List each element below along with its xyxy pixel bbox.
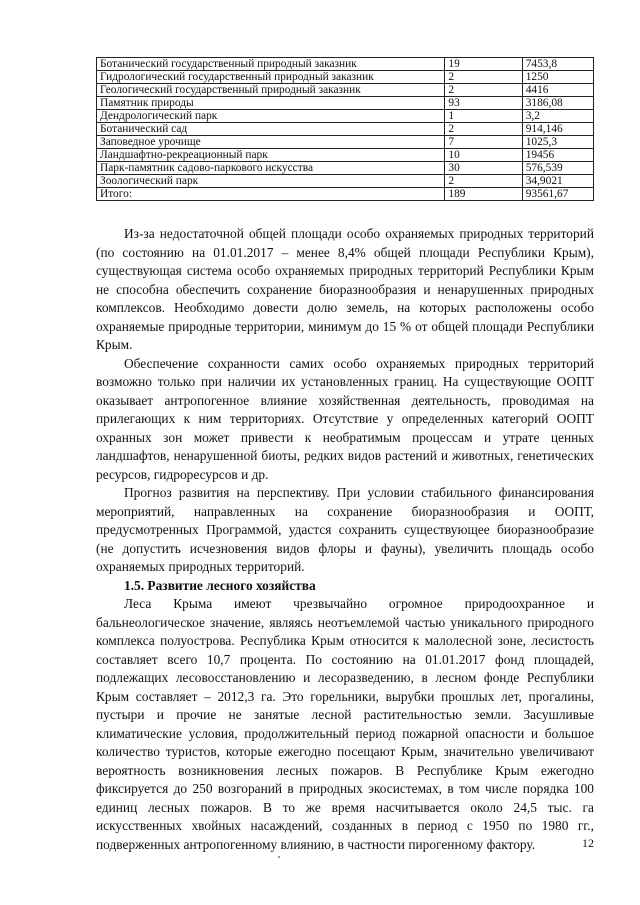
table-body bbox=[97, 58, 594, 201]
table-row bbox=[97, 84, 594, 97]
page-number: 12 bbox=[582, 836, 594, 850]
paragraph: Прогноз развития на перспективу. При условии стабильного финансирования мероприятий, направленных на сохранение биоразнообразия и ООПТ, предусмотренных Программой, удастся сохранить существующее биоразнообразие (не допустить исчезновения видов флоры и фауны), увеличить площадь особо охраняемых природных территорий. bbox=[96, 485, 594, 574]
table-cell-category: Дендрологический парк bbox=[97, 110, 445, 123]
table-row bbox=[97, 175, 594, 188]
table-cell-area: 576,539 bbox=[522, 162, 593, 175]
table-row bbox=[97, 110, 594, 123]
table-cell-area: 3186,08 bbox=[522, 97, 593, 110]
table-cell-count: 7 bbox=[445, 136, 522, 149]
table-cell-area: 1250 bbox=[522, 71, 593, 84]
body-text bbox=[96, 225, 594, 854]
table-row bbox=[97, 162, 594, 175]
table-cell-count: 1 bbox=[445, 110, 522, 123]
table-cell-count: 30 bbox=[445, 162, 522, 175]
paragraph: Леса Крыма имеют чрезвычайно огромное природоохранное и бальнеологическое значение, являясь неотъемлемой частью уникального природного комплекса полуострова. Республика Крым относится к малолесной зоне, лесистость составляет всего 10,7 процента. По состоянию на 01.01.2017 фонд площадей, подлежащих лесовосстановлению и лесоразведению, в лесном фонде Республики Крым составляет – 2012,3 га. Это горельники, вырубки прошлых лет, прогалины, пустыри и прочие не занятые лесной растительностью земли. Засушливые климатические условия, продолжительный период пожарной опасности и большое количество туристов, которые ежегодно посещают Крым, значительно увеличивают вероятность возникновения лесных пожаров. В Республике Крым ежегодно фиксируется до 250 возгораний в природных экосистемах, в том числе порядка 100 единиц лесных пожаров. В то же время насчитывается около 24,5 тыс. га искусственных хвойных насаждений, созданных в период с 1950 по 1980 гг., подверженных антропогенному влиянию, в частности пирогенному фактору. bbox=[96, 596, 594, 852]
table-cell-area: 93561,67 bbox=[522, 188, 593, 201]
table-cell-category: Памятник природы bbox=[97, 97, 445, 110]
table-cell-count: 19 bbox=[445, 58, 522, 71]
table-cell-area: 19456 bbox=[522, 149, 593, 162]
table-row-total bbox=[97, 188, 594, 201]
table-cell-category: Ботанический сад bbox=[97, 123, 445, 136]
table-cell-category: Геологический государственный природный заказник bbox=[97, 84, 445, 97]
table-cell-category: Зоологический парк bbox=[97, 175, 445, 188]
table-cell-area: 914,146 bbox=[522, 123, 593, 136]
table-cell-area: 1025,3 bbox=[522, 136, 593, 149]
table-cell-category: Заповедное урочище bbox=[97, 136, 445, 149]
table-cell-category: Гидрологический государственный природный заказник bbox=[97, 71, 445, 84]
table-cell-area: 3,2 bbox=[522, 110, 593, 123]
table-cell-area: 7453,8 bbox=[522, 58, 593, 71]
protected-areas-table bbox=[96, 57, 594, 201]
table-cell-category: Ландшафтно-рекреационный парк bbox=[97, 149, 445, 162]
table-row bbox=[97, 71, 594, 84]
table-cell-count: 2 bbox=[445, 71, 522, 84]
table-cell-category: Итого: bbox=[97, 188, 445, 201]
paragraph: Из-за недостаточной общей площади особо охраняемых природных территорий (по состоянию на 01.01.2017 – менее 8,4% общей площади Республики Крым), существующая система особо охраняемых природных территорий Республики Крым не способна обеспечить сохранение биоразнообразия и ненарушенных природных комплексов. Необходимо довести долю земель, на которых расположены особо охраняемые природные территории, минимум до 15 % от общей площади Республики Крым. bbox=[96, 226, 594, 352]
table-cell-count: 10 bbox=[445, 149, 522, 162]
table-cell-count: 2 bbox=[445, 123, 522, 136]
table-cell-area: 34,9021 bbox=[522, 175, 593, 188]
table-cell-count: 93 bbox=[445, 97, 522, 110]
table-cell-count: 189 bbox=[445, 188, 522, 201]
scan-speck bbox=[278, 856, 280, 858]
table-cell-count: 2 bbox=[445, 175, 522, 188]
table-row bbox=[97, 97, 594, 110]
table-row bbox=[97, 58, 594, 71]
table-cell-count: 2 bbox=[445, 84, 522, 97]
section-heading: 1.5. Развитие лесного хозяйства bbox=[124, 577, 316, 593]
table-row bbox=[97, 136, 594, 149]
table-row bbox=[97, 149, 594, 162]
table-row bbox=[97, 123, 594, 136]
paragraph: Обеспечение сохранности самих особо охраняемых природных территорий возможно только при наличии их установленных границ. На существующие ООПТ оказывает антропогенное влияние хозяйственная деятельность, проводимая на прилегающих к ним территориях. Отсутствие у определенных категорий ООПТ охранных зон может привести к необратимым процессам и утрате ценных ландшафтов, ненарушенной биоты, редких видов растений и животных, генетических ресурсов, гидроресурсов и др. bbox=[96, 355, 594, 482]
table-cell-category: Парк-памятник садово-паркового искусства bbox=[97, 162, 445, 175]
table-cell-area: 4416 bbox=[522, 84, 593, 97]
table-cell-category: Ботанический государственный природный заказник bbox=[97, 58, 445, 71]
